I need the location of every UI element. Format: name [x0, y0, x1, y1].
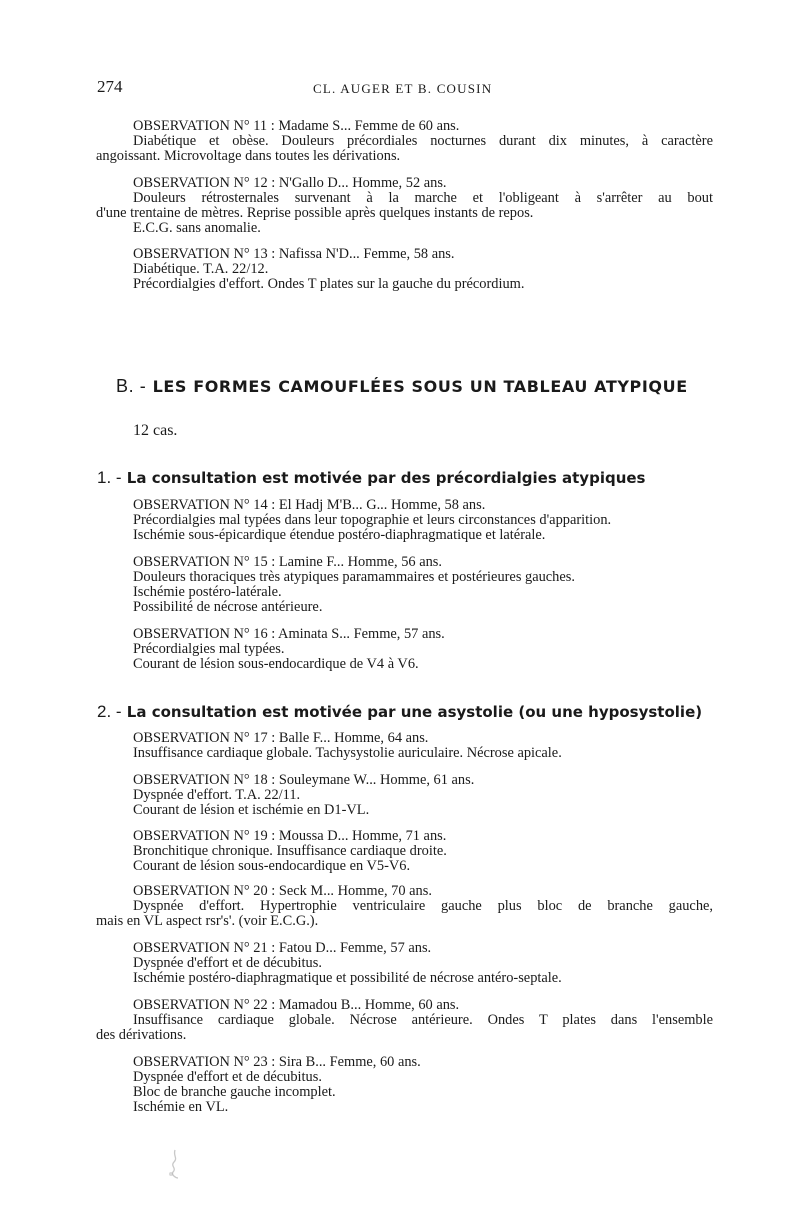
observation-23 [96, 1055, 713, 1115]
observation-text: Courant de lésion sous-endocardique en V5-V6. [133, 858, 411, 874]
observation-heading: OBSERVATION N° 20 : Seck M... Homme, 70 ans. [133, 883, 432, 899]
observation-text: d'une trentaine de mètres. Reprise possible après quelques instants de repos. [96, 205, 534, 221]
running-head: CL. AUGER ET B. COUSIN [313, 81, 493, 96]
observation-heading: OBSERVATION N° 12 : N'Gallo D... Homme, 52 ans. [133, 175, 447, 191]
observation-text: E.C.G. sans anomalie. [133, 220, 261, 236]
section-marker: B. - [116, 376, 147, 396]
observation-21 [96, 941, 713, 986]
observation-text: Précordialgies mal typées. [133, 641, 285, 657]
observation-heading: OBSERVATION N° 14 : El Hadj M'B... G... Homme, 58 ans. [133, 497, 486, 513]
observation-text: Douleurs thoraciques très atypiques paramammaires et postérieures gauches. [133, 569, 575, 585]
observation-14 [96, 498, 713, 543]
observation-text: Ischémie postéro-diaphragmatique et possibilité de nécrose antéro-septale. [133, 970, 562, 986]
observation-12 [96, 176, 713, 236]
observation-heading: OBSERVATION N° 17 : Balle F... Homme, 64 ans. [133, 730, 429, 746]
observation-heading: OBSERVATION N° 23 : Sira B... Femme, 60 ans. [133, 1054, 421, 1070]
observation-22 [96, 998, 713, 1043]
observation-text: Diabétique. T.A. 22/12. [133, 261, 269, 277]
observation-text: angoissant. Microvoltage dans toutes les dérivations. [96, 148, 401, 164]
observation-text: Bronchitique chronique. Insuffisance cardiaque droite. [133, 843, 447, 859]
observation-text: Courant de lésion et ischémie en D1-VL. [133, 802, 370, 818]
observation-16 [96, 627, 713, 672]
observation-text: Ischémie sous-épicardique étendue postéro-diaphragmatique et latérale. [133, 527, 546, 543]
observation-18 [96, 773, 713, 818]
observation-text: Courant de lésion sous-endocardique de V4 à V6. [133, 656, 419, 672]
observation-heading: OBSERVATION N° 18 : Souleymane W... Homme, 61 ans. [133, 772, 475, 788]
observation-heading: OBSERVATION N° 15 : Lamine F... Homme, 56 ans. [133, 554, 442, 570]
observation-heading: OBSERVATION N° 16 : Aminata S... Femme, 57 ans. [133, 626, 445, 642]
subsection-title: La consultation est motivée par des précordialgies atypiques [126, 469, 646, 487]
case-count: 12 cas. [133, 422, 178, 439]
observation-11 [96, 119, 713, 164]
ink-smudge [166, 1148, 184, 1180]
observation-text: Insuffisance cardiaque globale. Tachysystolie auriculaire. Nécrose apicale. [133, 745, 562, 761]
observation-13 [96, 247, 713, 292]
observation-15 [96, 555, 713, 615]
observation-text: Précordialgies d'effort. Ondes T plates sur la gauche du précordium. [133, 276, 525, 292]
subsection-marker: 1. - [97, 468, 122, 487]
section-title: LES FORMES CAMOUFLÉES SOUS UN TABLEAU ATYPIQUE [152, 377, 688, 396]
observation-text: Dyspnée d'effort. T.A. 22/11. [133, 787, 301, 803]
subsection-heading-2 [97, 702, 702, 722]
subsection-title: La consultation est motivée par une asystolie (ou une hyposystolie) [126, 703, 703, 721]
observation-heading: OBSERVATION N° 19 : Moussa D... Homme, 71 ans. [133, 828, 447, 844]
observation-17 [96, 731, 713, 761]
observation-text: Dyspnée d'effort et de décubitus. [133, 955, 322, 971]
observation-20 [96, 884, 713, 929]
observation-text: Diabétique et obèse. Douleurs précordiales nocturnes durant dix minutes, à caractère [133, 133, 713, 149]
observation-heading: OBSERVATION N° 11 : Madame S... Femme de 60 ans. [133, 118, 460, 134]
observation-text: Douleurs rétrosternales survenant à la marche et l'obligeant à s'arrêter au bout [133, 190, 713, 206]
observation-text: Bloc de branche gauche incomplet. [133, 1084, 336, 1100]
observation-heading: OBSERVATION N° 13 : Nafissa N'D... Femme, 58 ans. [133, 246, 455, 262]
observation-text: Insuffisance cardiaque globale. Nécrose antérieure. Ondes T plates dans l'ensemble [133, 1012, 713, 1028]
observation-19 [96, 829, 713, 874]
observation-text: mais en VL aspect rsr's'. (voir E.C.G.). [96, 913, 319, 929]
observation-text: Ischémie postéro-latérale. [133, 584, 282, 600]
observation-text: Ischémie en VL. [133, 1099, 229, 1115]
observation-text: Dyspnée d'effort et de décubitus. [133, 1069, 322, 1085]
observation-heading: OBSERVATION N° 22 : Mamadou B... Homme, 60 ans. [133, 997, 460, 1013]
observation-text: Précordialgies mal typées dans leur topographie et leurs circonstances d'apparition. [133, 512, 612, 528]
section-heading [116, 376, 688, 397]
observation-heading: OBSERVATION N° 21 : Fatou D... Femme, 57 ans. [133, 940, 432, 956]
observation-text: Possibilité de nécrose antérieure. [133, 599, 323, 615]
page-number: 274 [97, 77, 123, 96]
subsection-marker: 2. - [97, 702, 122, 721]
observation-text: des dérivations. [96, 1027, 187, 1043]
subsection-heading-1 [97, 468, 645, 488]
observation-text: Dyspnée d'effort. Hypertrophie ventriculaire gauche plus bloc de branche gauche, [133, 898, 713, 914]
